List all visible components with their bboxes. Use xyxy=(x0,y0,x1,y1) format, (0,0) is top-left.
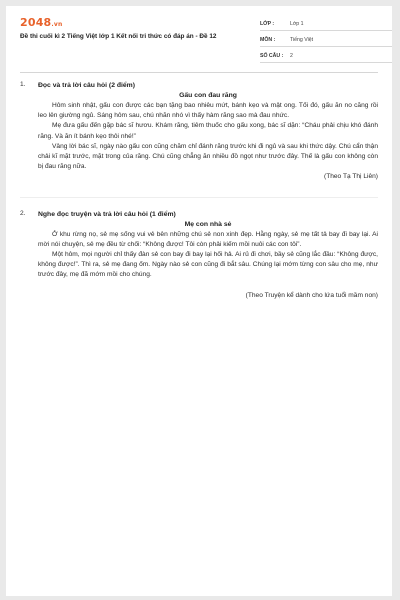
story-title: Gấu con đau răng xyxy=(179,92,237,99)
story-paragraph: Mẹ đưa gấu đến gặp bác sĩ hươu. Khám răng, tiêm thuốc cho gấu xong, bác sĩ dặn: “Cháu phải chịu khó đánh răng. Và ăn ít bánh kẹo thôi nhé!” xyxy=(38,122,378,140)
question-number: 1. xyxy=(20,81,26,88)
story-source: (Theo Truyện kể dành cho lứa tuổi mầm non) xyxy=(245,291,378,299)
meta-label: MÔN : xyxy=(260,37,276,43)
meta-row-question-count xyxy=(260,50,392,63)
section-divider xyxy=(20,197,378,198)
question-heading: Nghe đọc truyện và trả lời câu hỏi (1 điểm) xyxy=(38,210,176,218)
story-paragraph: Hôm sinh nhật, gấu con được các bạn tặng bao nhiêu mứt, bánh kẹo và mật ong. Tối đó, gấu ăn no căng rồi leo lên giường ngủ. Sáng hôm sau, chú nhăn nhó vì thấy hàm răng sao mà đau nhức. xyxy=(38,102,378,120)
meta-label: SỐ CÂU : xyxy=(260,53,284,59)
story-paragraph: Vâng lời bác sĩ, ngày nào gấu con cũng chăm chỉ đánh răng trước khi đi ngủ và sau khi thức dậy. Chú cẩn thận chải kĩ mặt trước, mặt trong của răng. Chú cũng chẳng ăn nhiều đồ ngọt như trước đây. Thế là gấu con không còn bị đau răng nữa. xyxy=(38,142,378,171)
logo-suffix: .vn xyxy=(51,21,63,28)
question-1 xyxy=(20,81,378,183)
header-divider xyxy=(20,72,378,73)
meta-value: Tiếng Việt xyxy=(290,37,314,43)
meta-row-subject xyxy=(260,34,392,47)
page-header xyxy=(20,16,378,68)
document-page xyxy=(6,6,392,596)
question-number: 2. xyxy=(20,209,26,217)
story-source: (Theo Tạ Thị Liên) xyxy=(324,173,378,181)
meta-label: LỚP : xyxy=(260,21,275,27)
meta-value: Lớp 1 xyxy=(290,21,304,27)
story-title: Mẹ con nhà sẻ xyxy=(184,220,232,228)
question-2 xyxy=(20,210,378,301)
spacer xyxy=(38,281,378,291)
meta-value: 2 xyxy=(290,53,293,59)
logo-main: 2048 xyxy=(20,16,52,29)
story-paragraph: Ở khu rừng nọ, sẻ mẹ sống vui vẻ bên những chú sẻ non xinh đẹp. Hằng ngày, sẻ mẹ tất tả bay đi bay lại. Ai mời nói chuyện, sẻ mẹ đều từ chối: “Không được! Tôi còn phải kiếm mồi nuôi các con tôi”. xyxy=(38,230,378,248)
meta-row-grade xyxy=(260,18,392,31)
story-paragraph: Một hôm, mọi người chỉ thấy đàn sẻ con bay đi bay lại hối hả. Ai rủ đi chơi, bầy sẻ cũng lắc đầu: “Không được, không được!”. Thì ra, sẻ mẹ đang ốm. Ngày nào sẻ con cũng đi bắt sâu. Chúng lại mớm từng con sâu cho mẹ, như trước đây, mẹ đã mớm mồi cho chúng. xyxy=(38,251,378,279)
document-meta xyxy=(260,18,392,66)
document-title: Đề thi cuối kì 2 Tiếng Việt lớp 1 Kết nối tri thức có đáp án - Đề 12 xyxy=(20,33,217,40)
question-heading: Đọc và trả lời câu hỏi (2 điểm) xyxy=(38,82,135,89)
